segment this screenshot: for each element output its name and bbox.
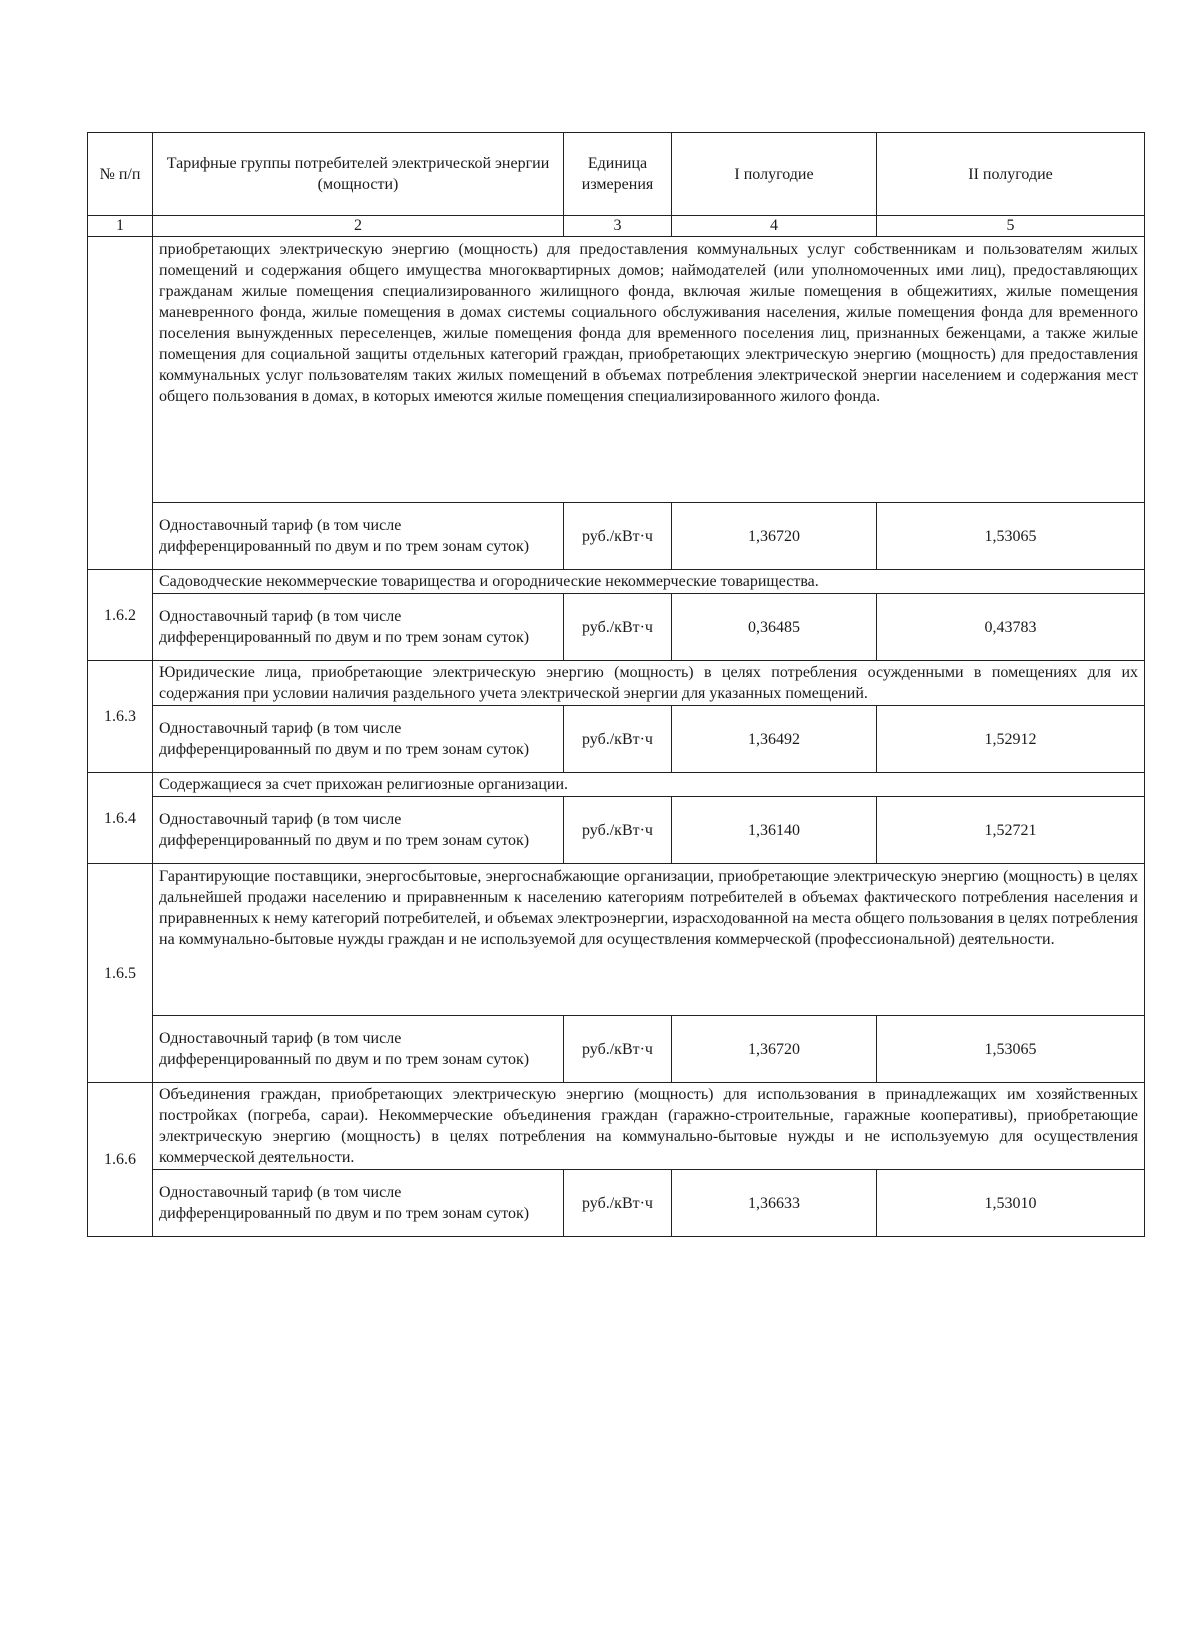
tariff-name: Одноставочный тариф (в том числе дифференцированный по двум и по трем зонам суток) <box>153 706 564 773</box>
section-description: приобретающих электрическую энергию (мощность) для предоставления коммунальных услуг собственникам и пользователям жилых помещений и содержания общего имущества многоквартирных домов; наймодателей (или уполномоченных ими лиц), предоставляющих гражданам жилые помещения специализированного жилищного фонда, включая жилые помещения в общежитиях, жилые помещения маневренного фонда, жилые помещения в домах системы социального обслуживания населения, жилые помещения фонда для временного поселения вынужденных переселенцев, жилые помещения фонда для временного поселения лиц, признанных беженцами, а также жилые помещения для социальной защиты отдельных категорий граждан, приобретающих электрическую энергию (мощность) для предоставления коммунальных услуг пользователям таких жилых помещений в объемах потребления электрической энергии населением и содержания мест общего пользования в домах, в которых имеются жилые помещения специализированного жилого фонда. <box>153 237 1145 503</box>
tariff-value-half-1: 1,36140 <box>672 797 877 864</box>
section-description-row <box>88 773 1145 797</box>
header-half-1: I полугодие <box>672 133 877 216</box>
column-number: 2 <box>153 216 564 237</box>
section-description: Содержащиеся за счет прихожан религиозные организации. <box>153 773 1145 797</box>
column-numbers-row <box>88 216 1145 237</box>
tariff-unit: руб./кВт·ч <box>564 503 672 570</box>
tariff-unit: руб./кВт·ч <box>564 594 672 661</box>
column-number: 3 <box>564 216 672 237</box>
section-description-row <box>88 661 1145 706</box>
section-number: 1.6.5 <box>88 864 153 1083</box>
section-description-row <box>88 864 1145 1016</box>
section-description: Объединения граждан, приобретающих электрическую энергию (мощность) для использования в принадлежащих им хозяйственных постройках (погреба, сараи). Некоммерческие объединения граждан (гаражно-строительные, гаражные кооперативы), приобретающие электрическую энергию (мощность) в целях потребления на коммунально-бытовые нужды и не используемую для осуществления коммерческой деятельности. <box>153 1083 1145 1170</box>
section-description-row <box>88 570 1145 594</box>
tariff-value-half-2: 0,43783 <box>877 594 1145 661</box>
tariff-name: Одноставочный тариф (в том числе дифференцированный по двум и по трем зонам суток) <box>153 797 564 864</box>
section-number: 1.6.4 <box>88 773 153 864</box>
section-description: Юридические лица, приобретающие электрическую энергию (мощность) в целях потребления осужденными в помещениях для их содержания при условии наличия раздельного учета электрической энергии для указанных помещений. <box>153 661 1145 706</box>
tariff-name: Одноставочный тариф (в том числе дифференцированный по двум и по трем зонам суток) <box>153 503 564 570</box>
table-row <box>88 503 1145 570</box>
table-row <box>88 706 1145 773</box>
table-row <box>88 594 1145 661</box>
section-number: 1.6.6 <box>88 1083 153 1237</box>
section-number: 1.6.2 <box>88 570 153 661</box>
table-row <box>88 797 1145 864</box>
document-page <box>87 132 1144 1237</box>
tariff-value-half-2: 1,53010 <box>877 1170 1145 1237</box>
column-number: 1 <box>88 216 153 237</box>
tariff-unit: руб./кВт·ч <box>564 1170 672 1237</box>
tariff-unit: руб./кВт·ч <box>564 706 672 773</box>
tariff-value-half-2: 1,53065 <box>877 1016 1145 1083</box>
tariff-value-half-1: 0,36485 <box>672 594 877 661</box>
section-number: 1.6.3 <box>88 661 153 773</box>
tariff-unit: руб./кВт·ч <box>564 797 672 864</box>
header-unit: Единица измерения <box>564 133 672 216</box>
table-row <box>88 1170 1145 1237</box>
tariff-name: Одноставочный тариф (в том числе дифференцированный по двум и по трем зонам суток) <box>153 594 564 661</box>
tariff-value-half-2: 1,53065 <box>877 503 1145 570</box>
column-number: 5 <box>877 216 1145 237</box>
table-row <box>88 1016 1145 1083</box>
section-number <box>88 237 153 570</box>
tariff-table <box>87 132 1145 1237</box>
tariff-value-half-1: 1,36633 <box>672 1170 877 1237</box>
section-description-row <box>88 1083 1145 1170</box>
section-description: Гарантирующие поставщики, энергосбытовые, энергоснабжающие организации, приобретающие электрическую энергию (мощность) в целях дальнейшей продажи населению и приравненным к населению категориям потребителей в объемах фактического потребления населения и приравненных к нему категорий потребителей, и объемах электроэнергии, израсходованной на места общего пользования в целях потребления на коммунально-бытовые нужды граждан и не используемой для осуществления коммерческой (профессиональной) деятельности. <box>153 864 1145 1016</box>
tariff-unit: руб./кВт·ч <box>564 1016 672 1083</box>
tariff-name: Одноставочный тариф (в том числе дифференцированный по двум и по трем зонам суток) <box>153 1170 564 1237</box>
section-description-row <box>88 237 1145 503</box>
tariff-value-half-1: 1,36492 <box>672 706 877 773</box>
tariff-value-half-1: 1,36720 <box>672 1016 877 1083</box>
header-num: № п/п <box>88 133 153 216</box>
table-header-row <box>88 133 1145 216</box>
header-half-2: II полугодие <box>877 133 1145 216</box>
header-group: Тарифные группы потребителей электрической энергии (мощности) <box>153 133 564 216</box>
tariff-name: Одноставочный тариф (в том числе дифференцированный по двум и по трем зонам суток) <box>153 1016 564 1083</box>
tariff-value-half-2: 1,52912 <box>877 706 1145 773</box>
column-number: 4 <box>672 216 877 237</box>
tariff-value-half-1: 1,36720 <box>672 503 877 570</box>
tariff-value-half-2: 1,52721 <box>877 797 1145 864</box>
section-description: Садоводческие некоммерческие товарищества и огороднические некоммерческие товарищества. <box>153 570 1145 594</box>
